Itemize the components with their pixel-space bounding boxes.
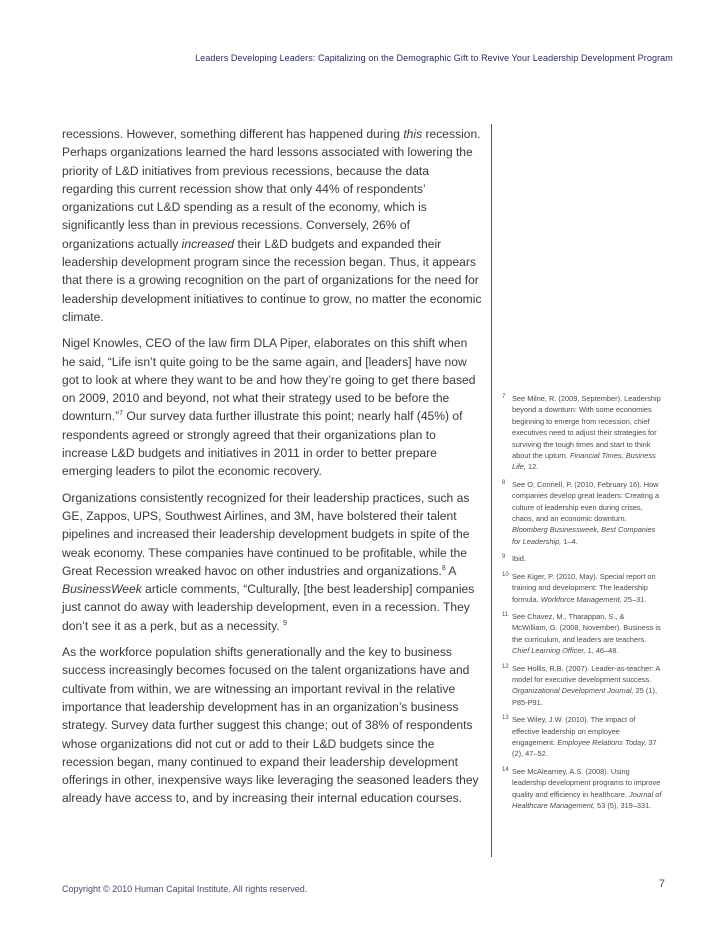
text-run: Our survey data further illustrate this point; nearly half (45%) of respondents agreed or strongly agreed that their organizations plan to increase L&D budgets and initiatives in 2011 in order to better prepare emerging leaders to pilot the economic recovery. [62,409,463,479]
footnote-number: 13 [502,715,509,722]
text-run: recessions. However, something different has happened during [62,127,404,141]
text-run: 25–31. [621,594,647,604]
text-run: Ibid. [512,554,526,564]
column-divider [491,124,492,857]
text-run: See Chavez, M., Tharappan, S., & McWilliam, G. (2008, November). Business is the curriculum, and leaders are teachers. [512,611,661,644]
footnote-number: 8 [502,479,506,486]
emphasis-text: this [403,127,423,141]
emphasis-text: Organizational Development Journal, [512,686,634,696]
emphasis-text: Chief Learning Officer, [512,646,586,656]
footnote-8 [502,479,662,547]
footnote-10 [502,571,662,605]
footnote-number: 11 [502,611,509,618]
text-run: 53 (5), 319–331. [595,801,652,810]
text-run: 37 (2), 47–52. [512,737,657,759]
header-title: Leaders Developing Leaders: Capitalizing on the Demographic Gift to Revive Your Leadership Development Program [195,53,673,63]
emphasis-text: Journal of Healthcare Management, [512,789,662,810]
text-run: See Kiger, P. (2010, May). Special report on training and development: The leadership formula. [512,571,656,604]
text-run: 25 (1), P85-P91. [512,686,658,707]
paragraph-knowles [62,334,482,480]
text-run: See Milne, R. (2009, September). Leadership beyond a downturn: With some economies beginning to emerge from recession, chief executives need to adjust their strategies for surviving the tough times and start to think about the upturn. [512,394,661,461]
text-run: See O, Connell, P. (2010, February 16). How companies develop great leaders: Creating a culture of leadership even during crises, chaos, and an economic downturn. [512,479,660,524]
footnote-13 [502,714,662,760]
footnote-number: 12 [502,663,509,670]
text-run: recession. Perhaps organizations learned the hard lessons associated with lowering the priority of L&D initiatives from previous recessions, because the data regarding this current recession show that only 44% of respondents’ organizations cut L&D spending as a result of the economy, which is significantly less than in previous recessions. Conversely, 26% of organizations actually [62,127,481,251]
footnote-number: 9 [502,554,506,561]
text-run: See McAlearney, A.S. (2008). Using leadership development programs to improve quality and efficiency in healthcare. [512,766,661,799]
page-header [0,53,728,63]
footer-copyright: Copyright © 2010 Human Capital Institute. All rights reserved. [62,884,308,894]
text-run: their L&D budgets and expanded their leadership development program since the recession began. Thus, it appears that there is a growing recognition on the part of organizations for the need for leadership development initiatives to continue to grow, no matter the economic climate. [62,236,482,324]
footnote-11 [502,611,662,657]
text-run: 12. [525,462,539,472]
main-body-text [62,125,482,816]
paragraph-organizations [62,489,482,635]
footnote-7 [502,393,662,473]
paragraph-recession [62,125,482,326]
text-run: A [445,563,456,578]
footnote-14 [502,766,662,812]
footnote-number: 7 [502,394,506,400]
emphasis-text: BusinessWeek [62,582,142,597]
emphasis-text: Financial Times, Business Life, [512,451,656,472]
footnote-9 [502,553,662,564]
footnote-reference: 9 [282,619,287,627]
text-run: As the workforce population shifts generationally and the key to business success increasingly becomes focused on the talent organizations have and cultivate from within, we are witnessing an important revival in the relative importance that leadership development has in an organization’s business strategy. Survey data further suggest this change; out of 38% of respondents whose organizations did not cut or add to their L&D budgets since the recession began, many continued to expand their leadership development offerings in other, inexpensive ways like leveraging the seasoned leaders they already have access to, and by increasing their internal education courses. [62,645,479,806]
footnote-reference: 8 [441,564,446,572]
text-run: Organizations consistently recognized for their leadership practices, such as GE, Zappos, UPS, Southwest Airlines, and 3M, have bolstered their talent pipelines and increased their leadership development budgets in spite of the weak economy. These companies have continued to be profitable, while the Great Recession wreaked havoc on other industries and organizations. [62,490,470,578]
paragraph-workforce [62,643,482,808]
emphasis-text: Workforce Management, [540,594,622,604]
text-run: See Wiley, J.W. (2010). The impact of effective leadership on employee engagement. [512,715,636,747]
footnote-number: 10 [502,571,509,578]
emphasis-text: increased [181,236,235,251]
page-number: 7 [658,878,665,890]
text-run: article comments, “Culturally, [the best leadership] companies just cannot do away with leadership development, even in a recession. They don’t see it as a perk, but as a necessity. [62,582,475,633]
text-run: 1, 46–48. [585,646,619,656]
footnote-12 [502,663,662,709]
text-run: Nigel Knowles, CEO of the law firm DLA Piper, elaborates on this shift when he said, “Life isn’t quite going to be the same again, and [leaders] have now got to look at where they want to be and how they’re going to get there based on 2009, 2010 and beyond, not what their strategy used to be before the downturn.” [62,336,476,424]
text-run: 1–4. [561,536,578,546]
emphasis-text: Bloomberg Businessweek, Best Companies for Leadership, [512,525,656,546]
text-run: See Hollis, R.B. (2007). Leader-as-teacher: A model for executive development success. [512,663,660,684]
footnotes-column [502,393,662,817]
footnote-reference: 7 [119,410,124,418]
footnote-number: 14 [502,766,509,773]
emphasis-text: Employee Relations Today, [557,737,647,747]
